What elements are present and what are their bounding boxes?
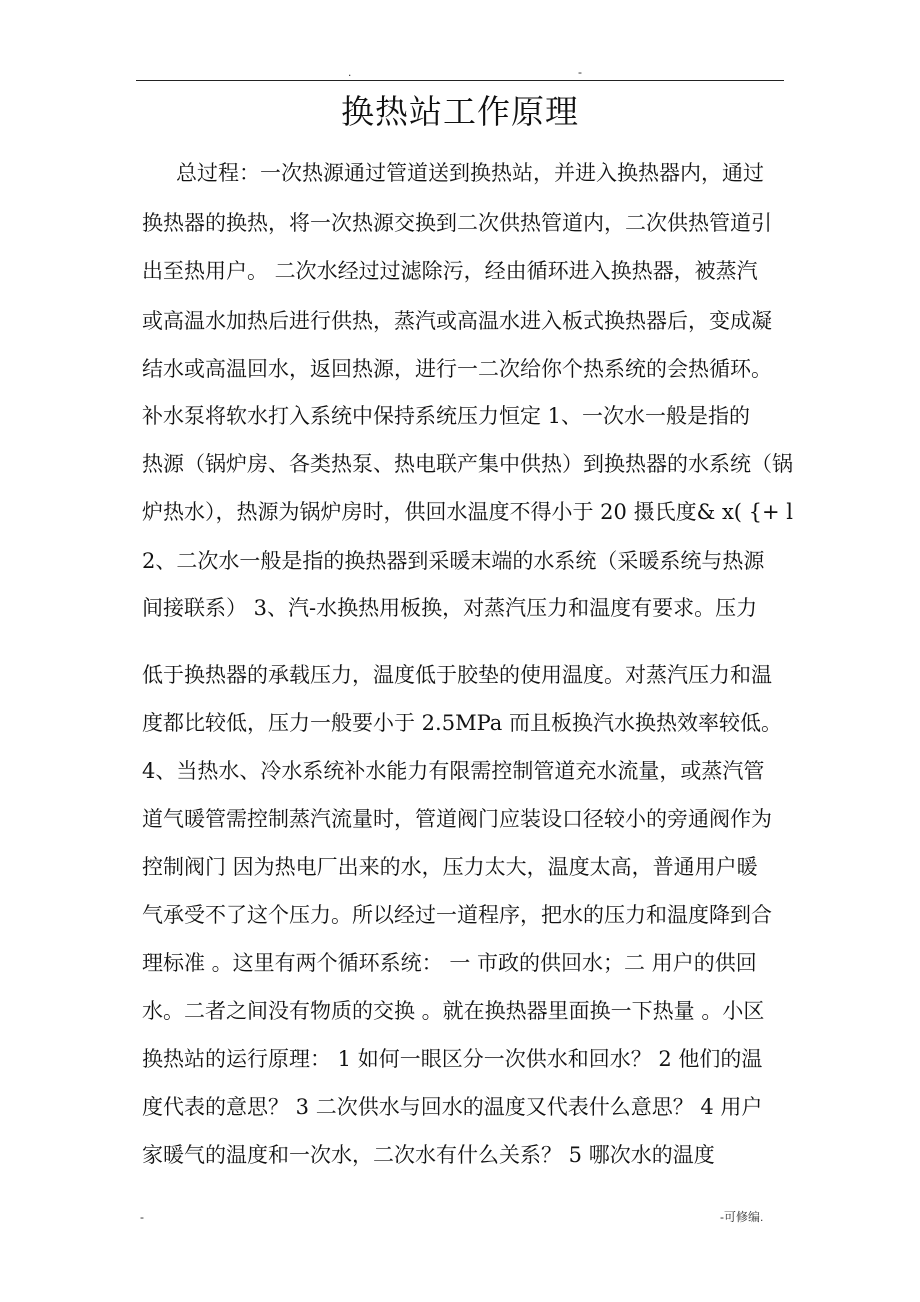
- body-line: 道气暖管需控制蒸汽流量时，管道阀门应装设口径较小的旁通阀作为: [142, 807, 772, 831]
- body-line: 理标准 。这里有两个循环系统： 一 市政的供回水；二 用户的供回: [142, 951, 757, 975]
- header-mark-left: .: [348, 65, 352, 79]
- body-line: 或高温水加热后进行供热，蒸汽或高温水进入板式换热器后，变成凝: [142, 309, 772, 333]
- footer-mark-left: -: [140, 1210, 144, 1224]
- body-line: 度代表的意思？ 3 二次供水与回水的温度又代表什么意思？ 4 用户: [142, 1095, 763, 1119]
- document-title: 换热站工作原理: [341, 92, 579, 131]
- body-line: 换热器的换热，将一次热源交换到二次供热管道内，二次供热管道引: [142, 211, 772, 235]
- body-line: 低于换热器的承载压力，温度低于胶垫的使用温度。对蒸汽压力和温: [142, 663, 772, 687]
- body-line: 结水或高温回水，返回热源，进行一二次给你个热系统的会热循环。: [142, 357, 772, 381]
- body-line: 总过程：一次热源通过管道送到换热站，并进入换热器内，通过: [176, 161, 764, 185]
- body-line: 气承受不了这个压力。所以经过一道程序，把水的压力和温度降到合: [142, 903, 772, 927]
- header-rule: [136, 80, 784, 81]
- header-mark-right: -: [578, 65, 582, 79]
- body-line: 家暖气的温度和一次水，二次水有什么关系？ 5 哪次水的温度: [142, 1143, 715, 1167]
- body-line: 水。二者之间没有物质的交换 。就在换热器里面换一下热量 。小区: [142, 999, 765, 1023]
- body-line: 控制阀门 因为热电厂出来的水，压力太大，温度太高，普通用户暖: [142, 855, 758, 879]
- body-line: 4、当热水、冷水系统补水能力有限需控制管道充水流量，或蒸汽管: [142, 759, 765, 783]
- body-line: 补水泵将软水打入系统中保持系统压力恒定 1、一次水一般是指的: [142, 404, 751, 428]
- body-line: 度都比较低，压力一般要小于 2.5MPa 而且板换汽水换热效率较低。: [142, 711, 782, 735]
- body-line: 热源（锅炉房、各类热泵、热电联产集中供热）到换热器的水系统（锅: [142, 452, 793, 476]
- body-line: 2、二次水一般是指的换热器到采暖末端的水系统（采暖系统与热源: [142, 549, 765, 573]
- body-line: 出至热用户。 二次水经过过滤除污，经由循环进入换热器，被蒸汽: [142, 259, 758, 283]
- body-line: 炉热水），热源为锅炉房时，供回水温度不得小于 20 摄氏度& x( {+ l: [142, 500, 793, 524]
- body-line: 间接联系） 3、汽-水换热用板换，对蒸汽压力和温度有要求。压力: [142, 596, 758, 620]
- footer-mark-right: -可修编.: [720, 1210, 764, 1224]
- body-line: 换热站的运行原理： 1 如何一眼区分一次供水和回水？ 2 他们的温: [142, 1047, 763, 1071]
